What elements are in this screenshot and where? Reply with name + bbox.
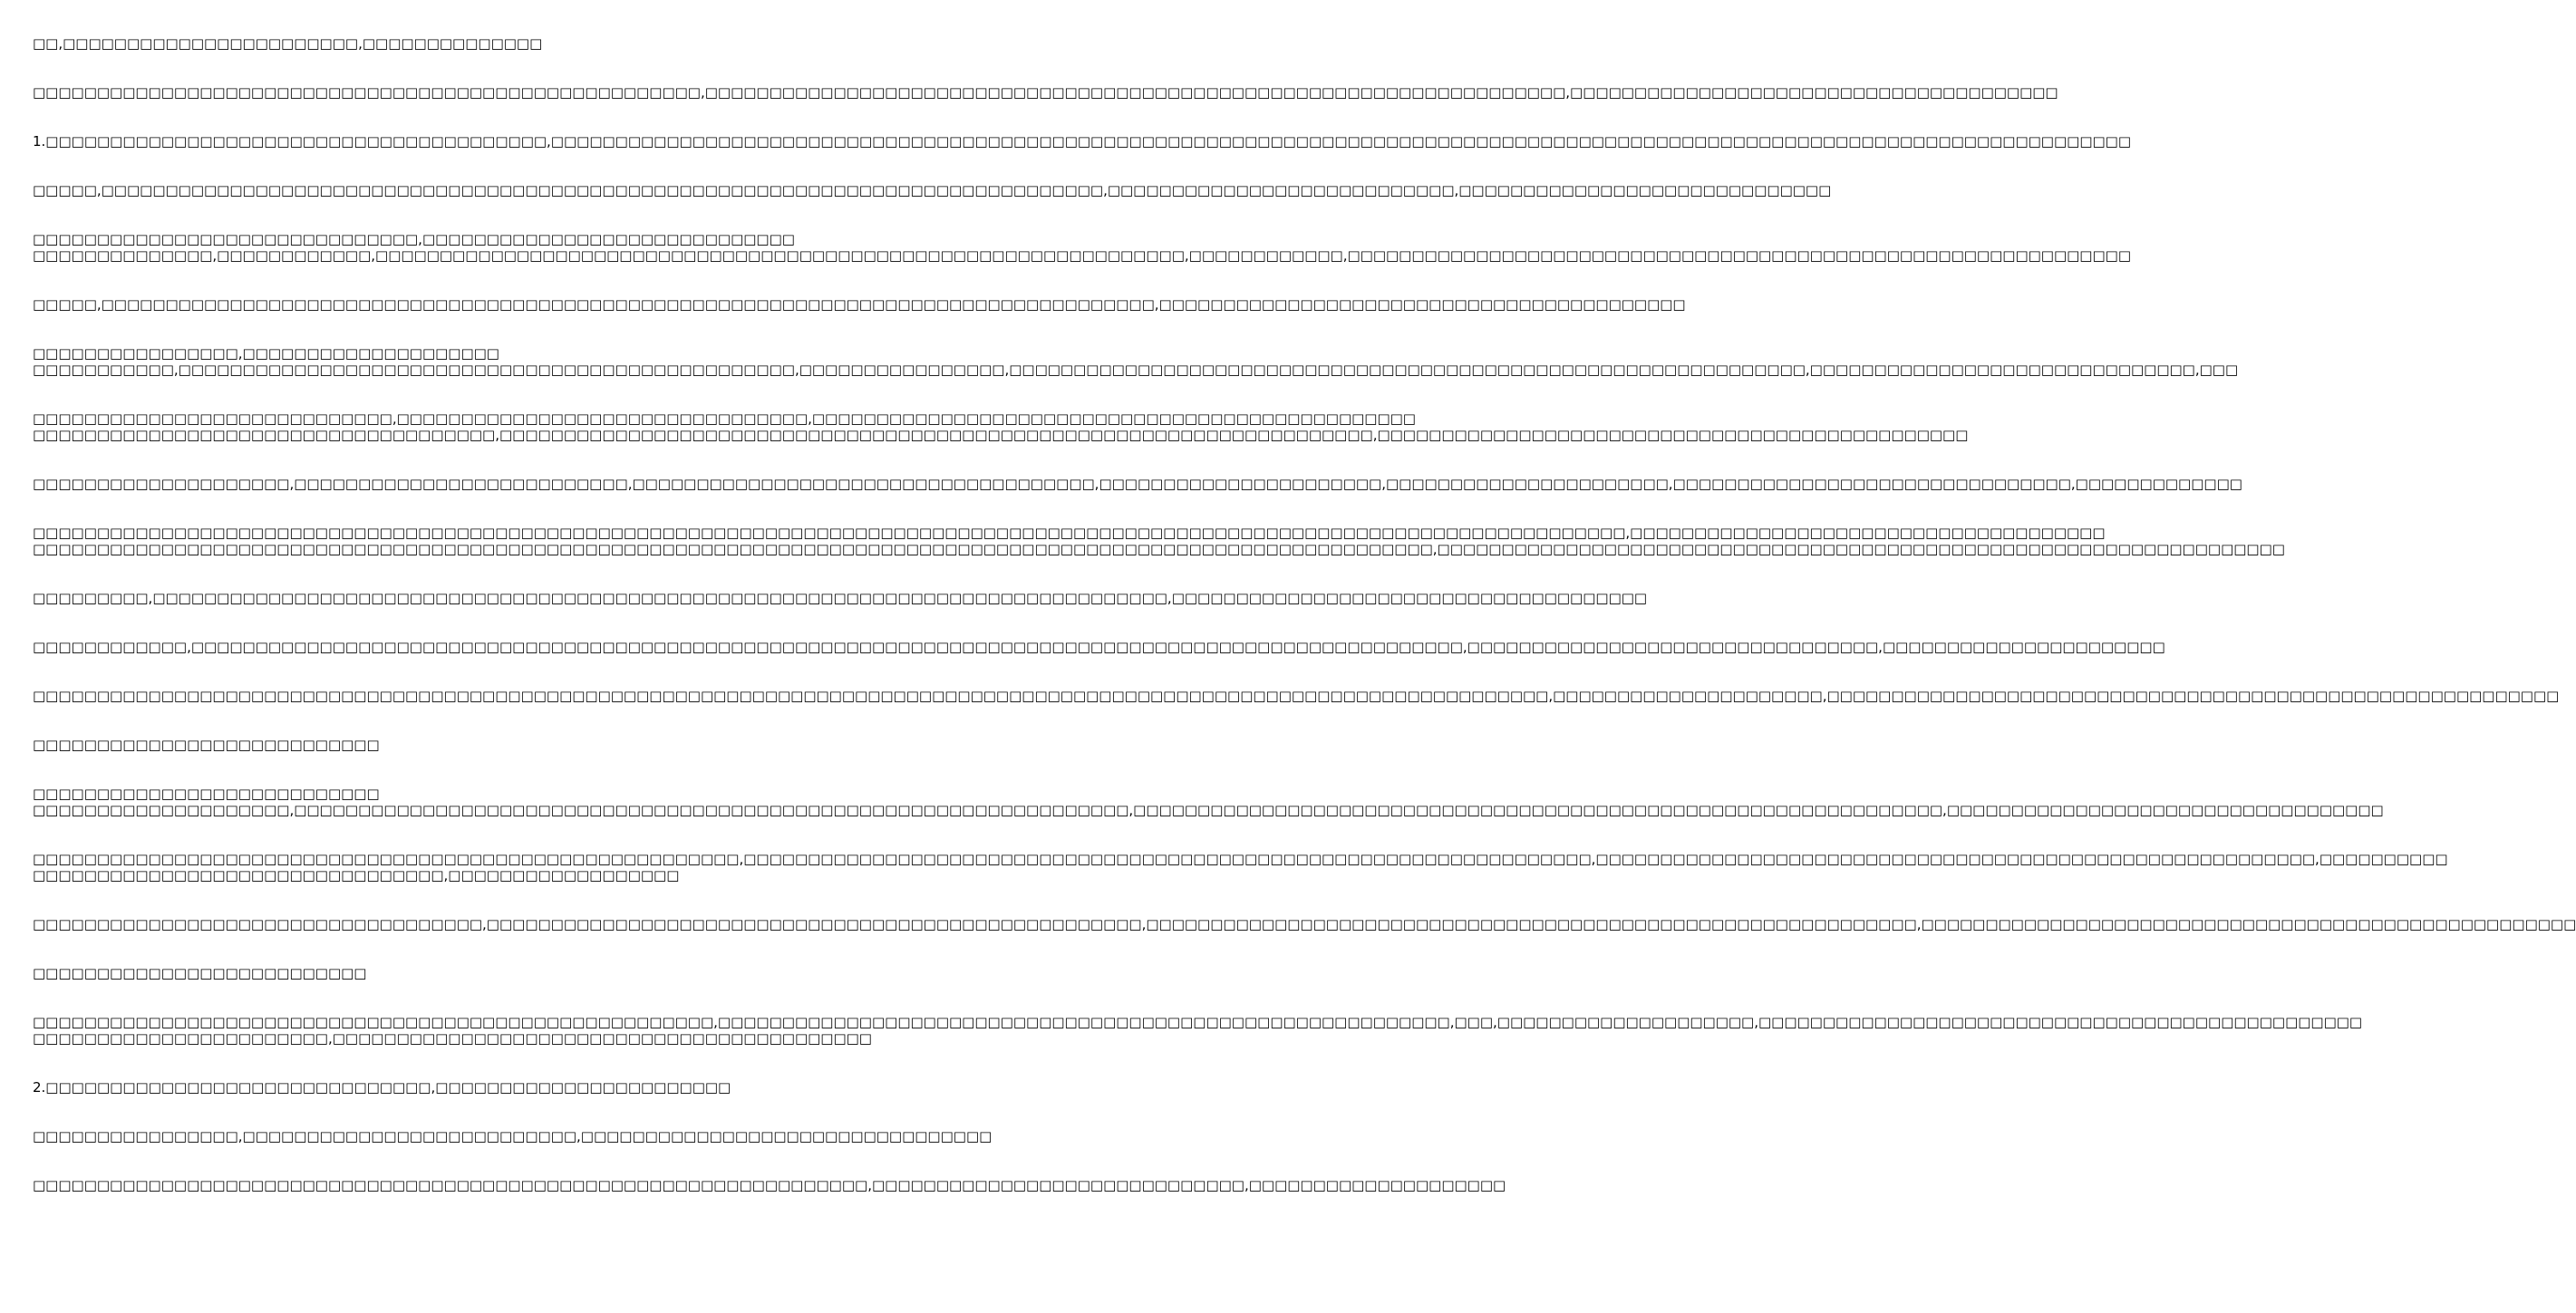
text-line: □□□□□□□□□□□□□□□□□□□□□□□□□□□□□□□□□□□□□□□□□□□□□□□□□□□□□□□□□□□□□□□□□□□□□□□□□□□□□□□□□□□□□□□□□□□□□□□□□□□□□□□□□□□□□□□□□□□□□□,□□□□□□□□□□□□□□□□□□□□□,□□□□□□□□□□□□□□□□□□□□□□□□□□□□□□□□□□□□□□□□□□□□□□□□□□□□□□□□□: [33, 688, 2560, 704]
text-line: □□□□□□□□□□□□□□□□□□□□□□□□□□□□□□□□□□□□□□□□□□□□□□□□□□□□□□□,□□□□□□□□□□□□□□□□□□□□□□□□□□□□□□□□□□□□□□□□□□□□□□□□□□□□□□□□□□□□□□□□□□,□□□□□□□□□□□□□□□□□□□□□□□□□□□□□□□□□□□□□□□□□□□□□□□□□□□□□□□□,□□□□□□□□□□: [33, 851, 2448, 867]
text-line: □□□□□□□□□□□□□□□□□□□□□□□□□□□□□□□□□□□□□□□□□□□□□□□□□□□□□□□□□□□□□□□□□□□□□□□□□□□□□□□□□□□□□□□□□□□□□□□□□□□□□□□□□□□□□,□□□□□□□□□□□□□□□□□□□□□□□□□□□□□□□□□□□□□□□□□□□□□□□□□□□□□□□□□□□□□□□□□□: [33, 541, 2285, 557]
text-line: □□□□□□□□□,□□□□□□□□□□□□□□□□□□□□□□□□□□□□□□□□□□□□□□□□□□□□□□□□□□□□□□□□□□□□□□□□□□□□□□□□□□□□□□□,□□□□□□□□□□□□□□□□□□□□□□□□□□□□□□□□□□□□□: [33, 590, 1648, 606]
text-line: □□□□□□□□□□□□□□□□□□□□□□□□□□□□□□□□□□□□□□□□□□□□□□□□□□□□□□□□□□□□□□□□□,□□□□□□□□□□□□□□□□□□□□□□□□□□□□□,□□□□□□□□□□□□□□□□□□□□: [33, 1177, 1506, 1193]
text-line: □□□□□□□□□□□□□□□□□□□□□□□□□□□: [33, 737, 380, 753]
text-line: 1.□□□□□□□□□□□□□□□□□□□□□□□□□□□□□□□□□□□□□□□,□□□□□□□□□□□□□□□□□□□□□□□□□□□□□□□□□□□□□□□□□□□□□□□□□□□□□□□□□□□□□□□□□□□□□□□□□□□□□□□□□□□□□□□□□□□□□□□□□□□□□□□□□□□□□□□□□□□□□□□□□□□: [33, 133, 2132, 150]
text-line: □□□□□□□□□□□□□□□□□□□□□□□□□□□□□□□□□□□□□□□□□□□□□□□□□□□□□□□□□□□□□□□□□□□□□□□□□□□□□□□□□□□□□□□□□□□□□□□□□□□□□□□□□□□□□□□□□□□□□□□□□□□□,□□□□□□□□□□□□□□□□□□□□□□□□□□□□□□□□□□□□□: [33, 525, 2106, 541]
paragraph: [33, 851, 2448, 883]
paragraph: [33, 688, 2560, 704]
paragraph: [33, 737, 896, 753]
document-body: [33, 33, 2576, 1193]
text-line: □□□□□□□□□□□□□□□□□□□□□□□□□□□□□□□□□□□□,□□□□□□□□□□□□□□□□□□□□□□□□□□□□□□□□□□□□□□□□□□□□□□□□□□□□□□□□□□□□□□□□□□□□,□□□□□□□□□□□□□□□□□□□□□□□□□□□□□□□□□□□□□□□□□□□□□□: [33, 427, 1969, 443]
text-line: □□□□□□□□□□□□□□□□□□□□□□□□□□□□,□□□□□□□□□□□□□□□□□□□□□□□□□□□□□□□□,□□□□□□□□□□□□□□□□□□□□□□□□□□□□□□□□□□□□□□□□□□□□□□□: [33, 410, 1416, 427]
text-line: □□□□□□□□□□□□□□□□□□□□,□□□□□□□□□□□□□□□□□□□□□□□□□□,□□□□□□□□□□□□□□□□□□□□□□□□□□□□□□□□□□□□,□□□□□□□□□□□□□□□□□□□□□□,□□□□□□□□□□□□□□□□□□□□□□,□□□□□□□□□□□□□□□□□□□□□□□□□□□□□□□,□□□□□□□□□□□□□: [33, 476, 2242, 492]
paragraph: [33, 133, 2132, 150]
paragraph: [33, 231, 2131, 264]
text-line: 2.□□□□□□□□□□□□□□□□□□□□□□□□□□□□□□,□□□□□□□□□□□□□□□□□□□□□□□: [33, 1079, 731, 1096]
paragraph: [33, 476, 2242, 492]
paragraph: [33, 1014, 2363, 1047]
text-line: □□□□□□□□□□□□,□□□□□□□□□□□□□□□□□□□□□□□□□□□□□□□□□□□□□□□□□□□□□□□□□□□□□□□□□□□□□□□□□□□□□□□□□□□□□□□□□□□□□□□□□□□□□□□□□□□,□□□□□□□□□□□□□□□□□□□□□□□□□□□□□□□□,□□□□□□□□□□□□□□□□□□□□□□: [33, 639, 2165, 655]
paragraph: [33, 345, 2239, 378]
text-line: □□□□□□□□□□□□□□□□□□□□□□□□□□□□□□□□□□□□□□□□□□□□□□□□□□□□□,□□□□□□□□□□□□□□□□□□□□□□□□□□□□□□□□□□□□□□□□□□□□□□□□□□□□□□□□□,□□□,□□□□□□□□□□□□□□□□□□□□,□□□□□□□□□□□□□□□□□□□□□□□□□□□□□□□□□□□□□□□□□□□□□□□: [33, 1014, 2363, 1030]
text-line: □□□□□□□□□□□□□□□□□□□□□□□□□□□: [33, 786, 380, 802]
text-line: □□□□□□□□□□□□□□,□□□□□□□□□□□□,□□□□□□□□□□□□□□□□□□□□□□□□□□□□□□□□□□□□□□□□□□□□□□□□□□□□□□□□□□□□□□□,□□□□□□□□□□□□,□□□□□□□□□□□□□□□□□□□□□□□□□□□□□□□□□□□□□□□□□□□□□□□□□□□□□□□□□□□□□: [33, 247, 2131, 264]
text-line: □□□□□□□□□□□□□□□□,□□□□□□□□□□□□□□□□□□□□□□□□□□,□□□□□□□□□□□□□□□□□□□□□□□□□□□□□□□□: [33, 1128, 993, 1144]
paragraph: [33, 84, 2058, 101]
text-line: □□□□□□□□□□□□□□□□□□□□□□□□□□: [33, 965, 367, 981]
paragraph: [33, 639, 2165, 655]
paragraph: [33, 35, 896, 52]
paragraph: [33, 786, 2384, 818]
text-line: □□□□□□□□□□□□□□□□□□□□□□□□□□□□□□□□,□□□□□□□□□□□□□□□□□□: [33, 867, 680, 883]
text-line: □□□□□□□□□□□,□□□□□□□□□□□□□□□□□□□□□□□□□□□□□□□□□□□□□□□□□□□□□□□□,□□□□□□□□□□□□□□□□,□□□□□□□□□□□□□□□□□□□□□□□□□□□□□□□□□□□□□□□□□□□□□□□□□□□□□□□□□□□□□□,□□□□□□□□□□□□□□□□□□□□□□□□□□□□□□,□□□: [33, 362, 2239, 378]
paragraph: [33, 1177, 1506, 1193]
paragraph: [33, 182, 1832, 198]
text-line: □□□□□□□□□□□□□□□□□□□□□□□,□□□□□□□□□□□□□□□□□□□□□□□□□□□□□□□□□□□□□□□□□□: [33, 1030, 872, 1047]
text-line: □□□□□,□□□□□□□□□□□□□□□□□□□□□□□□□□□□□□□□□□□□□□□□□□□□□□□□□□□□□□□□□□□□□□□□□□□□□□□□□□□□□□□□□□,□□□□□□□□□□□□□□□□□□□□□□□□□□□□□□□□□□□□□□□□□: [33, 296, 1686, 313]
paragraph: [33, 916, 2576, 932]
text-line: □□,□□□□□□□□□□□□□□□□□□□□□□□,□□□□□□□□□□□□□□: [33, 35, 543, 52]
text-line: □□□□□□□□□□□□□□□□□□□□□□□□□□□□□□□□□□□□□□□□□□□□□□□□□□□□,□□□□□□□□□□□□□□□□□□□□□□□□□□□□□□□□□□□□□□□□□□□□□□□□□□□□□□□□□□□□□□□□□□□,□□□□□□□□□□□□□□□□□□□□□□□□□□□□□□□□□□□□□□: [33, 84, 2058, 101]
paragraph: [33, 590, 1648, 606]
paragraph: [33, 410, 1969, 443]
paragraph: [33, 1079, 896, 1096]
paragraph: [33, 1128, 993, 1144]
text-line: □□□□□□□□□□□□□□□□□□□□,□□□□□□□□□□□□□□□□□□□□□□□□□□□□□□□□□□□□□□□□□□□□□□□□□□□□□□□□□□□□□□□□□,□□□□□□□□□□□□□□□□□□□□□□□□□□□□□□□□□□□□□□□□□□□□□□□□□□□□□□□□□□□□□□□,□□□□□□□□□□□□□□□□□□□□□□□□□□□□□□□□□□: [33, 802, 2384, 818]
paragraph: [33, 296, 1686, 313]
paragraph: [33, 965, 896, 981]
paragraph: [33, 525, 2285, 557]
text-line: □□□□□□□□□□□□□□□□□□□□□□□□□□□□□□□□□□□,□□□□□□□□□□□□□□□□□□□□□□□□□□□□□□□□□□□□□□□□□□□□□□□□□□□,□□□□□□□□□□□□□□□□□□□□□□□□□□□□□□□□□□□□□□□□□□□□□□□□□□□□□□□□□□□□,□□□□□□□□□□□□□□□□□□□□□□□□□□□□□□□□□□□□□□□□□□□□□□□□□□□: [33, 916, 2576, 932]
text-line: □□□□□,□□□□□□□□□□□□□□□□□□□□□□□□□□□□□□□□□□□□□□□□□□□□□□□□□□□□□□□□□□□□□□□□□□□□□□□□□□□□□□,□□□□□□□□□□□□□□□□□□□□□□□□□□□,□□□□□□□□□□□□□□□□□□□□□□□□□□□□□: [33, 182, 1832, 198]
text-line: □□□□□□□□□□□□□□□□□□□□□□□□□□□□□□,□□□□□□□□□□□□□□□□□□□□□□□□□□□□□: [33, 231, 795, 247]
text-line: □□□□□□□□□□□□□□□□,□□□□□□□□□□□□□□□□□□□□: [33, 345, 499, 362]
